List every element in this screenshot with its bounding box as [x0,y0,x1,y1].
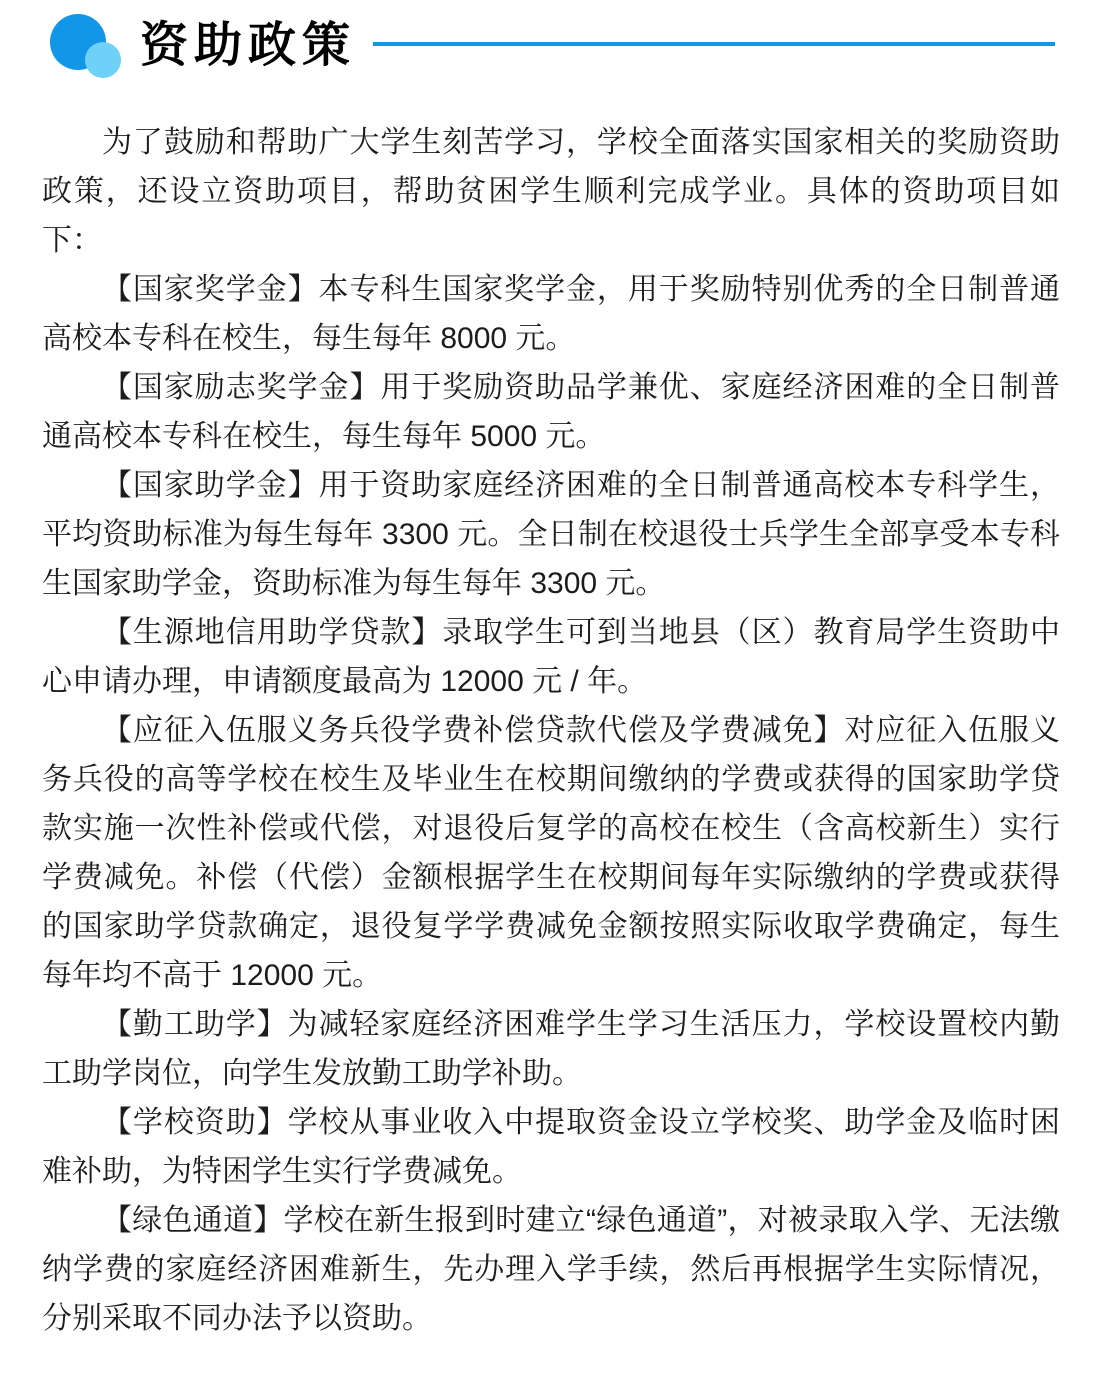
paragraph-military-service-compensation: 【应征入伍服义务兵役学费补偿贷款代偿及学费减免】对应征入伍服义务兵役的高等学校在校生及毕业生在校期间缴纳的学费或获得的国家助学贷款实施一次性补偿或代偿，对退役后复学的高校在校生（含高校新生）实行学费减免。补偿（代偿）金额根据学生在校期间每年实际缴纳的学费或获得的国家助学贷款确定，退役复学学费减免金额按照实际收取学费确定，每生每年均不高于 12000 元。 [42,714,1060,992]
page-title: 资助政策 [140,19,357,72]
policy-content [0,102,1102,1383]
circle-small-icon [85,42,121,78]
paragraph-work-study: 【勤工助学】为减轻家庭经济困难学生学习生活压力，学校设置校内勤工助学岗位，向学生发放勤工助学补助。 [42,1008,1060,1090]
title-divider-line [373,42,1055,46]
paragraph-green-channel: 【绿色通道】学校在新生报到时建立“绿色通道”，对被录取入学、无法缴纳学费的家庭经济困难新生，先办理入学手续，然后再根据学生实际情况，分别采取不同办法予以资助。 [42,1204,1060,1335]
paragraph-intro: 为了鼓励和帮助广大学生刻苦学习，学校全面落实国家相关的奖励资助政策，还设立资助项目，帮助贫困学生顺利完成学业。具体的资助项目如下： [42,126,1060,257]
paragraph-national-encouragement-scholarship: 【国家励志奖学金】用于奖励资助品学兼优、家庭经济困难的全日制普通高校本专科在校生，每生每年 5000 元。 [42,371,1060,453]
overlapping-circles-icon [50,14,124,78]
section-header [0,0,1102,102]
paragraph-national-scholarship: 【国家奖学金】本专科生国家奖学金，用于奖励特别优秀的全日制普通高校本专科在校生，每生每年 8000 元。 [42,273,1060,355]
paragraph-national-grant: 【国家助学金】用于资助家庭经济困难的全日制普通高校本专科学生，平均资助标准为每生每年 3300 元。全日制在校退役士兵学生全部享受本专科生国家助学金，资助标准为每生每年 3300 元。 [42,469,1060,600]
paragraph-school-aid: 【学校资助】学校从事业收入中提取资金设立学校奖、助学金及临时困难补助，为特困学生实行学费减免。 [42,1106,1060,1188]
paragraph-student-origin-loan: 【生源地信用助学贷款】录取学生可到当地县（区）教育局学生资助中心申请办理，申请额度最高为 12000 元 / 年。 [42,616,1060,698]
